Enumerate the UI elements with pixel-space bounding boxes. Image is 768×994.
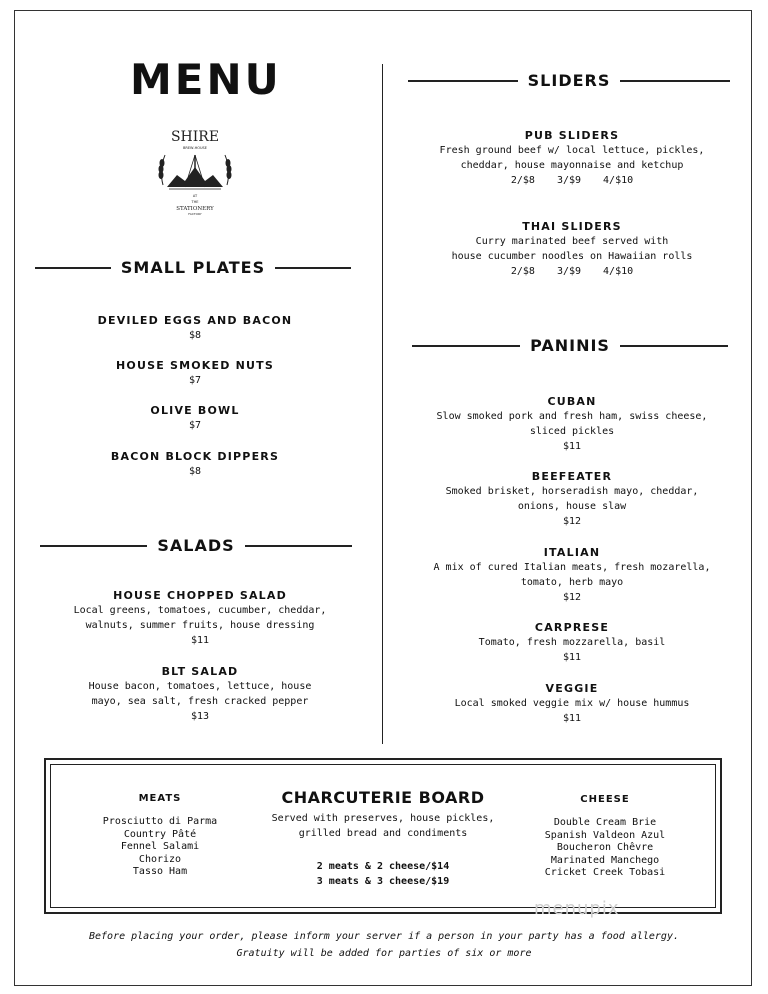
item-price: $7: [188, 420, 202, 431]
heading-rule: [275, 267, 351, 269]
item-name: CUBAN: [547, 395, 597, 408]
item-desc: Smoked brisket, horseradish mayo, cheddar,: [445, 486, 699, 497]
item-desc: Slow smoked pork and fresh ham, swiss cheese,: [436, 411, 708, 422]
list-item: Prosciutto di Parma: [102, 816, 218, 827]
small-plates-heading: [35, 258, 351, 277]
item-desc: Local greens, tomatoes, cucumber, cheddar,: [73, 605, 327, 616]
charcuterie-price: 2 meats & 2 cheese/$14: [316, 861, 450, 872]
list-item: Boucheron Chêvre: [556, 842, 654, 853]
item-desc: Local smoked veggie mix w/ house hummus: [454, 698, 690, 709]
menu-item: [40, 449, 350, 479]
item-name: DEVILED EGGS AND BACON: [97, 314, 293, 327]
item-name: OLIVE BOWL: [150, 404, 240, 417]
item-desc: House bacon, tomatoes, lettuce, house: [88, 681, 312, 692]
menu-item: [40, 358, 350, 388]
desc-line: Served with preserves, house pickles,: [271, 813, 495, 824]
item-price: $11: [190, 635, 210, 646]
menu-item: [412, 128, 732, 188]
section-title: SLIDERS: [527, 71, 611, 90]
list-item: Spanish Valdeon Azul: [544, 829, 666, 841]
item-desc: onions, house slaw: [517, 501, 627, 512]
item-prices: [412, 264, 732, 279]
item-price: 2/$8: [510, 175, 535, 186]
item-prices: [412, 173, 732, 188]
meats-heading: MEATS: [138, 793, 182, 804]
item-price: $13: [190, 711, 210, 722]
item-name: THAI SLIDERS: [522, 220, 622, 233]
item-desc: mayo, sea salt, fresh cracked pepper: [91, 696, 309, 707]
item-name: BEEFEATER: [531, 470, 613, 483]
item-name: BLT SALAD: [161, 665, 239, 678]
charcuterie-desc: [250, 811, 516, 841]
menu-item: [40, 664, 360, 724]
list-item: Tasso Ham: [132, 866, 188, 877]
item-price: $12: [562, 516, 582, 527]
item-price: 4/$10: [603, 266, 634, 277]
shire-logo: [155, 125, 235, 220]
logo-venue: STATIONERY: [176, 206, 214, 212]
watermark: menupix: [534, 898, 620, 919]
heading-rule: [620, 345, 728, 347]
item-price: $8: [188, 330, 202, 341]
item-price: 4/$10: [603, 175, 634, 186]
item-price: $8: [188, 466, 202, 477]
list-item: Marinated Manchego: [550, 854, 660, 866]
charcuterie-price: 3 meats & 3 cheese/$19: [316, 876, 450, 887]
menu-item: [412, 545, 732, 605]
list-item: Chorizo: [138, 853, 182, 865]
logo-venue-sub: FACTORY: [188, 212, 202, 216]
heading-rule: [620, 80, 730, 82]
item-desc: Tomato, fresh mozzarella, basil: [478, 637, 666, 648]
salads-heading: [40, 536, 352, 555]
item-name: HOUSE CHOPPED SALAD: [113, 589, 287, 602]
gratuity-note: Gratuity will be added for parties of six or more: [236, 948, 532, 959]
logo-the: THE: [191, 200, 199, 204]
column-divider: [382, 64, 383, 744]
item-price: $11: [562, 441, 582, 452]
heading-rule: [408, 80, 518, 82]
section-title: PANINIS: [530, 336, 610, 355]
list-item: Fennel Salami: [120, 841, 200, 852]
logo-name: SHIRE: [170, 129, 220, 145]
list-item: Country Pâté: [123, 828, 197, 840]
heading-rule: [40, 545, 147, 547]
item-desc: Fresh ground beef w/ local lettuce, pickles,: [439, 145, 705, 156]
menu-item: [412, 219, 732, 279]
menu-item: [412, 620, 732, 665]
item-desc: house cucumber noodles on Hawaiian rolls: [451, 251, 693, 262]
sliders-heading: [408, 71, 730, 90]
item-desc: walnuts, summer fruits, house dressing: [85, 620, 315, 631]
logo-sub: BREW-HOUSE: [182, 146, 208, 150]
item-name: VEGGIE: [545, 682, 599, 695]
heading-rule: [35, 267, 111, 269]
cheese-list: [530, 794, 680, 880]
item-desc: Curry marinated beef served with: [475, 236, 669, 247]
paninis-heading: [412, 336, 728, 355]
item-price: $7: [188, 375, 202, 386]
item-name: HOUSE SMOKED NUTS: [116, 359, 274, 372]
menu-item: [412, 469, 732, 529]
item-name: CARPRESE: [534, 621, 610, 634]
menu-item: [412, 394, 732, 454]
desc-line: grilled bread and condiments: [298, 828, 468, 839]
menu-item: [412, 681, 732, 726]
item-name: BACON BLOCK DIPPERS: [110, 450, 280, 463]
charcuterie-title: CHARCUTERIE BOARD: [281, 788, 485, 807]
menu-item: [40, 588, 360, 648]
item-desc: sliced pickles: [529, 426, 615, 437]
heading-rule: [412, 345, 520, 347]
menu-item: [40, 403, 350, 433]
item-desc: tomato, herb mayo: [520, 577, 624, 588]
heading-rule: [245, 545, 352, 547]
section-title: SALADS: [157, 536, 235, 555]
page-title: MENU: [130, 55, 282, 104]
item-name: ITALIAN: [543, 546, 601, 559]
allergy-note: Before placing your order, please inform your server if a person in your party has a food allergy.: [88, 931, 679, 942]
menu-item: [40, 313, 350, 343]
item-name: PUB SLIDERS: [524, 129, 620, 142]
section-title: SMALL PLATES: [120, 258, 266, 277]
item-price: $12: [562, 592, 582, 603]
item-price: $11: [562, 652, 582, 663]
logo-at: AT: [192, 194, 198, 198]
item-desc: cheddar, house mayonnaise and ketchup: [460, 160, 684, 171]
item-price: 3/$9: [556, 175, 582, 186]
cheese-heading: CHEESE: [580, 794, 630, 805]
item-desc: A mix of cured Italian meats, fresh mozarella,: [433, 562, 711, 573]
list-item: Double Cream Brie: [553, 817, 657, 828]
meats-list: [90, 793, 230, 879]
item-price: 2/$8: [510, 266, 535, 277]
item-price: 3/$9: [556, 266, 582, 277]
list-item: Cricket Creek Tobasi: [544, 867, 666, 878]
item-price: $11: [562, 713, 582, 724]
